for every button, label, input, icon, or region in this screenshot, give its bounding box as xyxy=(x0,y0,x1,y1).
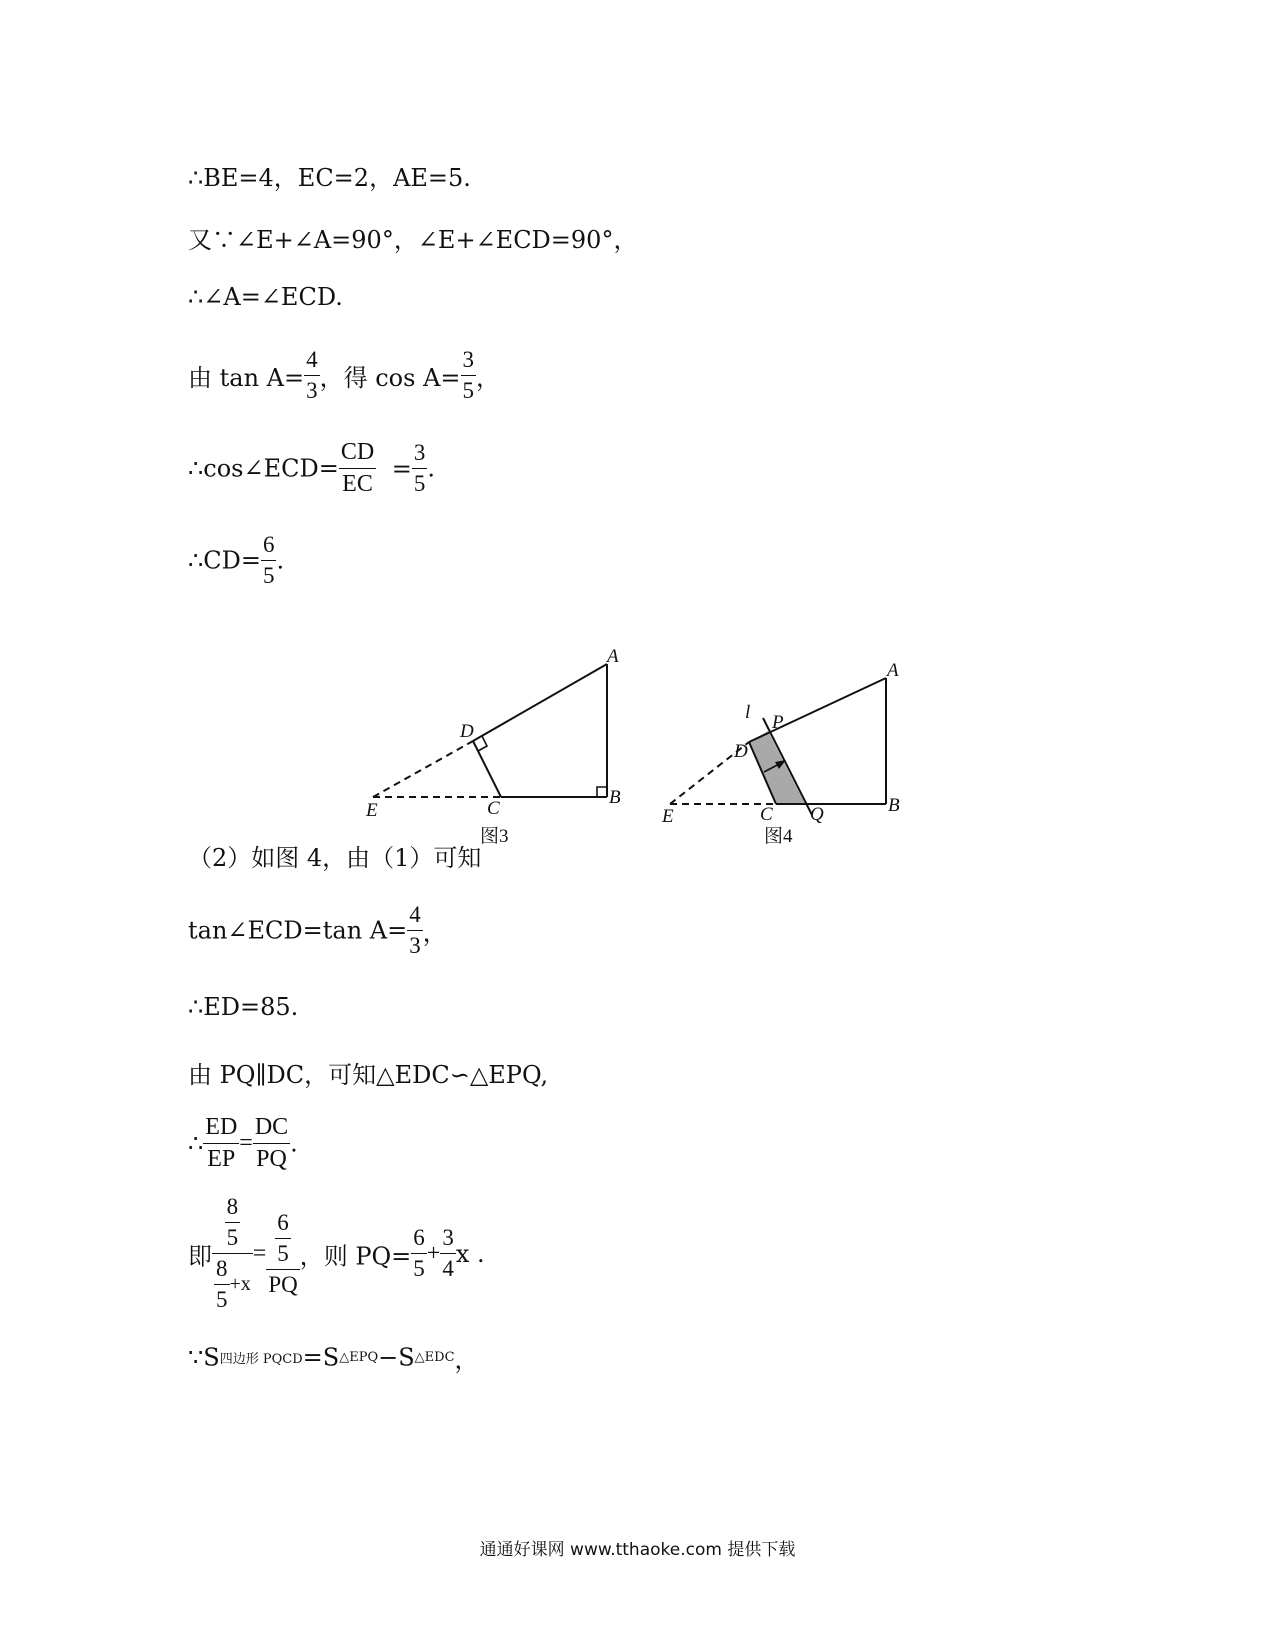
fig3-caption: 图3 xyxy=(480,826,509,847)
fig4-label-d: D xyxy=(734,741,748,762)
fig3-label-a: A xyxy=(607,646,619,667)
line-3: ∴∠A=∠ECD. xyxy=(188,283,343,311)
subscript-quadrilateral: 四边形 PQCD xyxy=(219,1352,303,1367)
numerator: 3 xyxy=(412,441,428,469)
figure-4 xyxy=(661,660,900,847)
fig4-label-c: C xyxy=(760,804,773,825)
line-12-plus: + xyxy=(426,1240,441,1267)
line-9: ∴ED=85. xyxy=(188,993,299,1021)
figure-3 xyxy=(365,646,621,847)
line-4-post: ， xyxy=(476,364,501,393)
fig4-label-p: P xyxy=(772,712,784,733)
fig3-segment-ed-dashed xyxy=(373,741,473,797)
denominator-tail: +x xyxy=(229,1273,251,1296)
line-7: （2）如图 4，由（1）可知 xyxy=(188,844,482,872)
denominator: 5 xyxy=(413,471,426,497)
line-13-mid-2: −S xyxy=(378,1343,415,1372)
fig4-label-l: l xyxy=(745,702,751,723)
line-11-pre: ∴ xyxy=(188,1129,204,1158)
line-8-pre: tan∠ECD=tan A= xyxy=(188,916,408,945)
numerator: 8 xyxy=(225,1195,241,1223)
line-13-mid-1: =S xyxy=(302,1343,340,1372)
fig3-label-b: B xyxy=(609,787,621,808)
numerator: 3 xyxy=(440,1226,456,1254)
line-6-post: . xyxy=(276,546,285,575)
denominator: PQ xyxy=(268,1271,298,1297)
subscript-edc: △EDC xyxy=(414,1350,455,1365)
numerator: 8 xyxy=(214,1257,230,1285)
fig3-label-c: C xyxy=(487,798,500,819)
line-12-pre: 即 xyxy=(188,1242,212,1271)
numerator: 6 xyxy=(411,1226,427,1254)
numerator: ED xyxy=(203,1115,239,1144)
line-11-post: . xyxy=(290,1129,298,1158)
line-11-eq: = xyxy=(239,1130,253,1157)
line-4-mid: ，得 cos A= xyxy=(319,364,461,393)
denominator: EC xyxy=(342,471,373,498)
numerator: 4 xyxy=(304,348,320,376)
numerator: 3 xyxy=(461,348,477,376)
fig3-segment-dc xyxy=(473,741,501,797)
line-6-pre: ∴CD= xyxy=(188,546,261,575)
denominator: 4 xyxy=(442,1256,454,1282)
line-13-pre: ∵S xyxy=(188,1343,220,1372)
denominator: 5 xyxy=(262,563,275,589)
line-5-pre: ∴cos∠ECD= xyxy=(188,454,339,483)
line-5-post: . xyxy=(427,454,436,483)
fig4-label-b: B xyxy=(888,795,900,816)
line-12-eq: = xyxy=(252,1240,267,1267)
line-12-post: x . xyxy=(455,1239,485,1268)
fig3-right-angle-b xyxy=(597,787,607,797)
denominator: 5 xyxy=(216,1287,228,1313)
numerator: 6 xyxy=(261,533,277,561)
fig3-label-e: E xyxy=(366,800,378,821)
denominator: 5 xyxy=(277,1240,289,1266)
denominator: PQ xyxy=(256,1146,287,1173)
numerator: 4 xyxy=(407,903,423,931)
fig4-caption: 图4 xyxy=(764,826,793,847)
numerator: DC xyxy=(253,1115,290,1144)
fig3-label-d: D xyxy=(460,721,474,742)
line-12-mid: ，则 PQ= xyxy=(299,1242,412,1271)
numerator: CD xyxy=(339,440,376,469)
denominator: 5 xyxy=(413,1256,425,1282)
line-4-pre: 由 tan A= xyxy=(188,364,305,393)
denominator: 5 xyxy=(462,378,475,404)
fig4-label-a: A xyxy=(887,660,899,681)
line-2: 又∵∠E+∠A=90°，∠E+∠ECD=90°， xyxy=(188,226,638,254)
subscript-epq: △EPQ xyxy=(339,1350,379,1365)
line-10: 由 PQ∥DC，可知△EDC∽△EPQ, xyxy=(188,1061,549,1089)
denominator: 3 xyxy=(409,933,421,959)
fig4-label-q: Q xyxy=(810,804,824,825)
denominator: 5 xyxy=(226,1225,239,1251)
line-13-post: ， xyxy=(454,1346,479,1374)
numerator: 6 xyxy=(275,1211,291,1239)
line-1: ∴BE=4，EC=2，AE=5. xyxy=(188,164,471,192)
fig3-segment-da xyxy=(473,664,607,741)
line-5-eq: = xyxy=(384,454,412,483)
line-8-post: ， xyxy=(422,919,447,948)
fig4-label-e: E xyxy=(662,806,674,827)
denominator: EP xyxy=(207,1146,236,1173)
page-footer: 通通好课网 www.tthaoke.com 提供下载 xyxy=(479,1540,796,1560)
fig4-shaded-region xyxy=(749,731,805,804)
denominator: 3 xyxy=(306,378,318,404)
